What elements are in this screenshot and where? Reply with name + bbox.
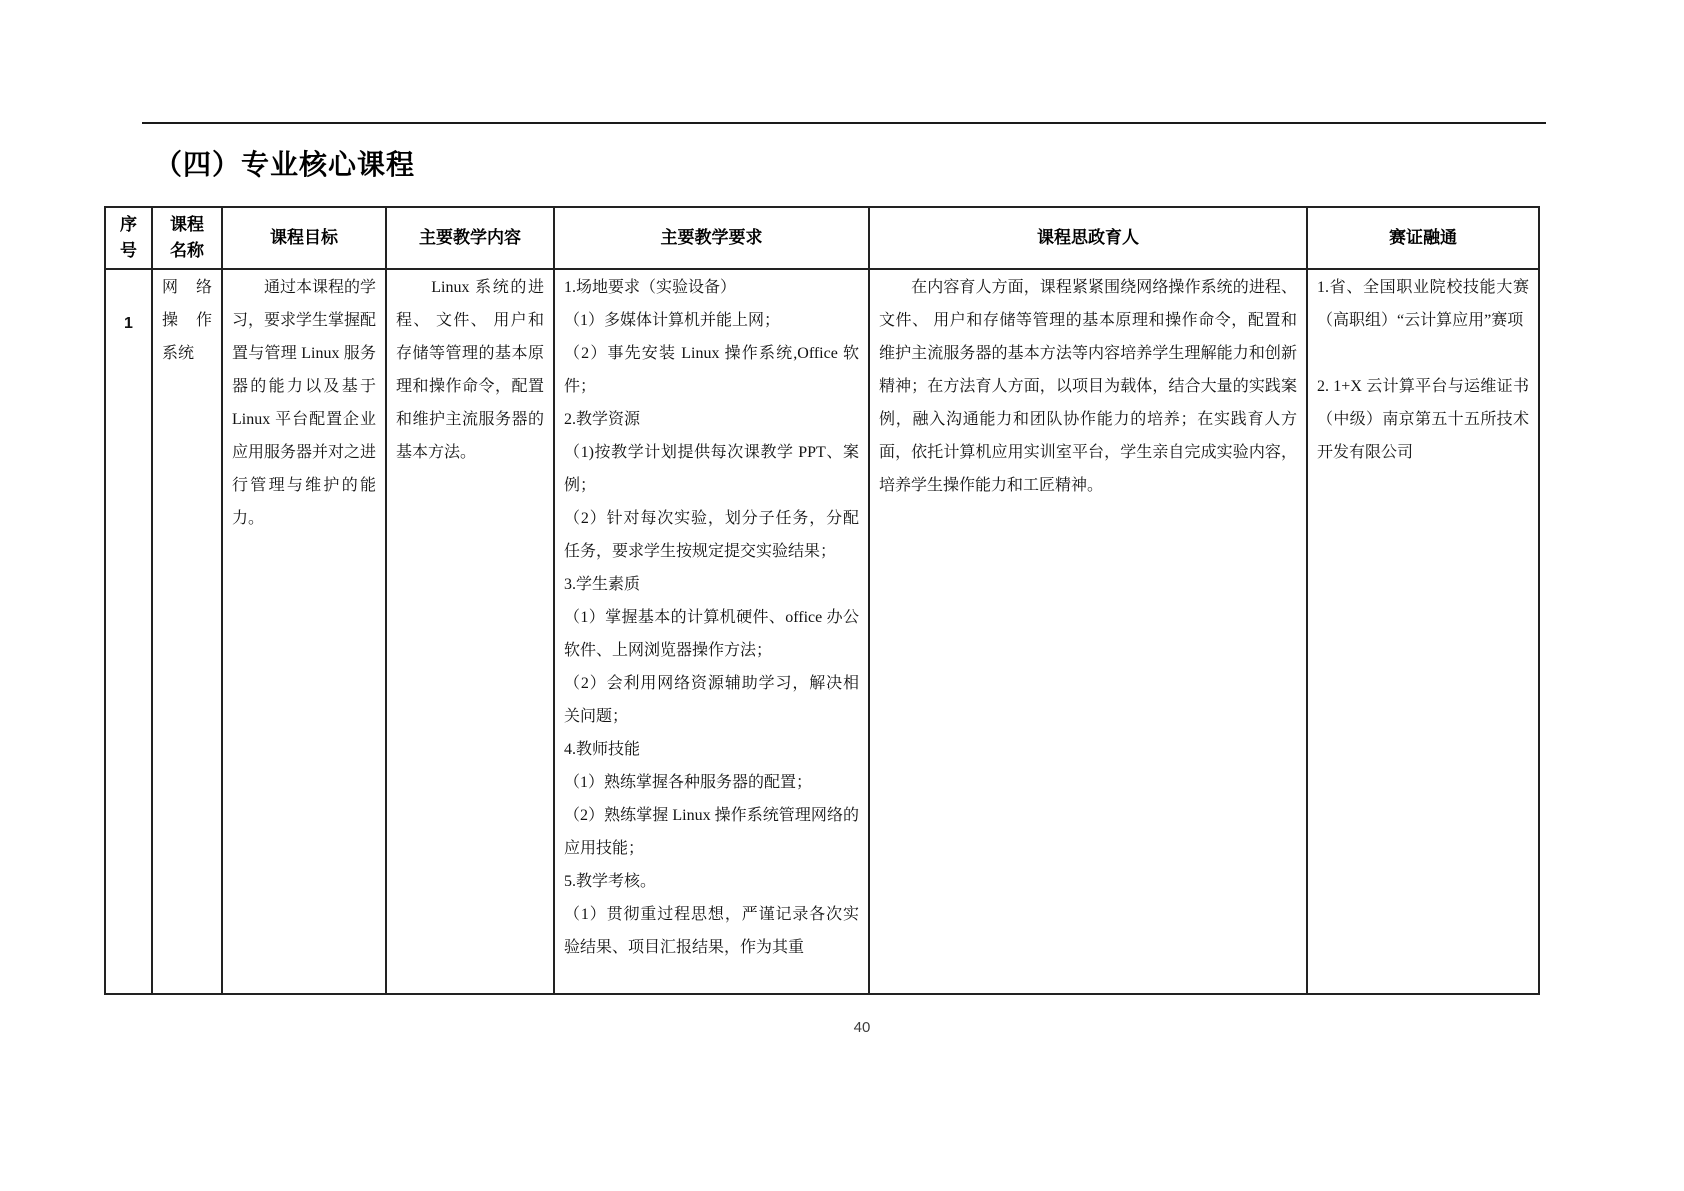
col-header-course-name: 课程名称 [152, 207, 222, 269]
section-title: （四）专业核心课程 [154, 149, 416, 180]
cell-teaching-content: Linux 系统的进程、 文件、 用户和存储等管理的基本原理和操作命令，配置和维护主流服务器的基本方法。 [386, 269, 554, 994]
page-number: 40 [853, 1019, 871, 1036]
cell-ideology: 在内容育人方面，课程紧紧围绕网络操作系统的进程、 文件、 用户和存储等管理的基本原理和操作命令，配置和维护主流服务器的基本方法等内容培养学生理解能力和创新精神；在方法育人方面，以项目为载体，结合大量的实践案例，融入沟通能力和团队协作能力的培养；在实践育人方面，依托计算机应用实训室平台，学生亲自完成实验内容，培养学生操作能力和工匠精神。 [869, 269, 1307, 994]
col-header-teaching-content: 主要教学内容 [386, 207, 554, 269]
cell-competition-cert: 1.省、全国职业院校技能大赛（高职组）“云计算应用”赛项 2. 1+X 云计算平台与运维证书（中级）南京第五十五所技术开发有限公司 [1307, 269, 1539, 994]
col-header-course-goal: 课程目标 [222, 207, 386, 269]
col-header-teaching-requirements: 主要教学要求 [554, 207, 869, 269]
table-row [105, 269, 1539, 994]
cell-course-goal: 通过本课程的学习，要求学生掌握配置与管理 Linux 服务器的能力以及基于 Linux 平台配置企业应用服务器并对之进行管理与维护的能力。 [222, 269, 386, 994]
cell-course-name: 网 络 操 作 系统 [152, 269, 222, 994]
header-divider [142, 122, 1546, 124]
core-course-table [104, 206, 1540, 995]
table-header-row [105, 207, 1539, 269]
cell-seq: 1 [105, 269, 152, 994]
col-header-ideology: 课程思政育人 [869, 207, 1307, 269]
cell-teaching-requirements: 1.场地要求（实验设备） （1）多媒体计算机并能上网； （2）事先安装 Linux 操作系统,Office 软件； 2.教学资源 （1)按教学计划提供每次课教学 PPT、案例； （2）针对每次实验，划分子任务，分配任务，要求学生按规定提交实验结果； 3.学生素质 （1）掌握基本的计算机硬件、office 办公软件、上网浏览器操作方法； （2）会利用网络资源辅助学习，解决相关问题； 4.教师技能 （1）熟练掌握各种服务器的配置； （2）熟练掌握 Linux 操作系统管理网络的应用技能； 5.教学考核。 （1）贯彻重过程思想，严谨记录各次实验结果、项目汇报结果，作为其重 [554, 269, 869, 994]
col-header-competition-cert: 赛证融通 [1307, 207, 1539, 269]
col-header-seq: 序号 [105, 207, 152, 269]
